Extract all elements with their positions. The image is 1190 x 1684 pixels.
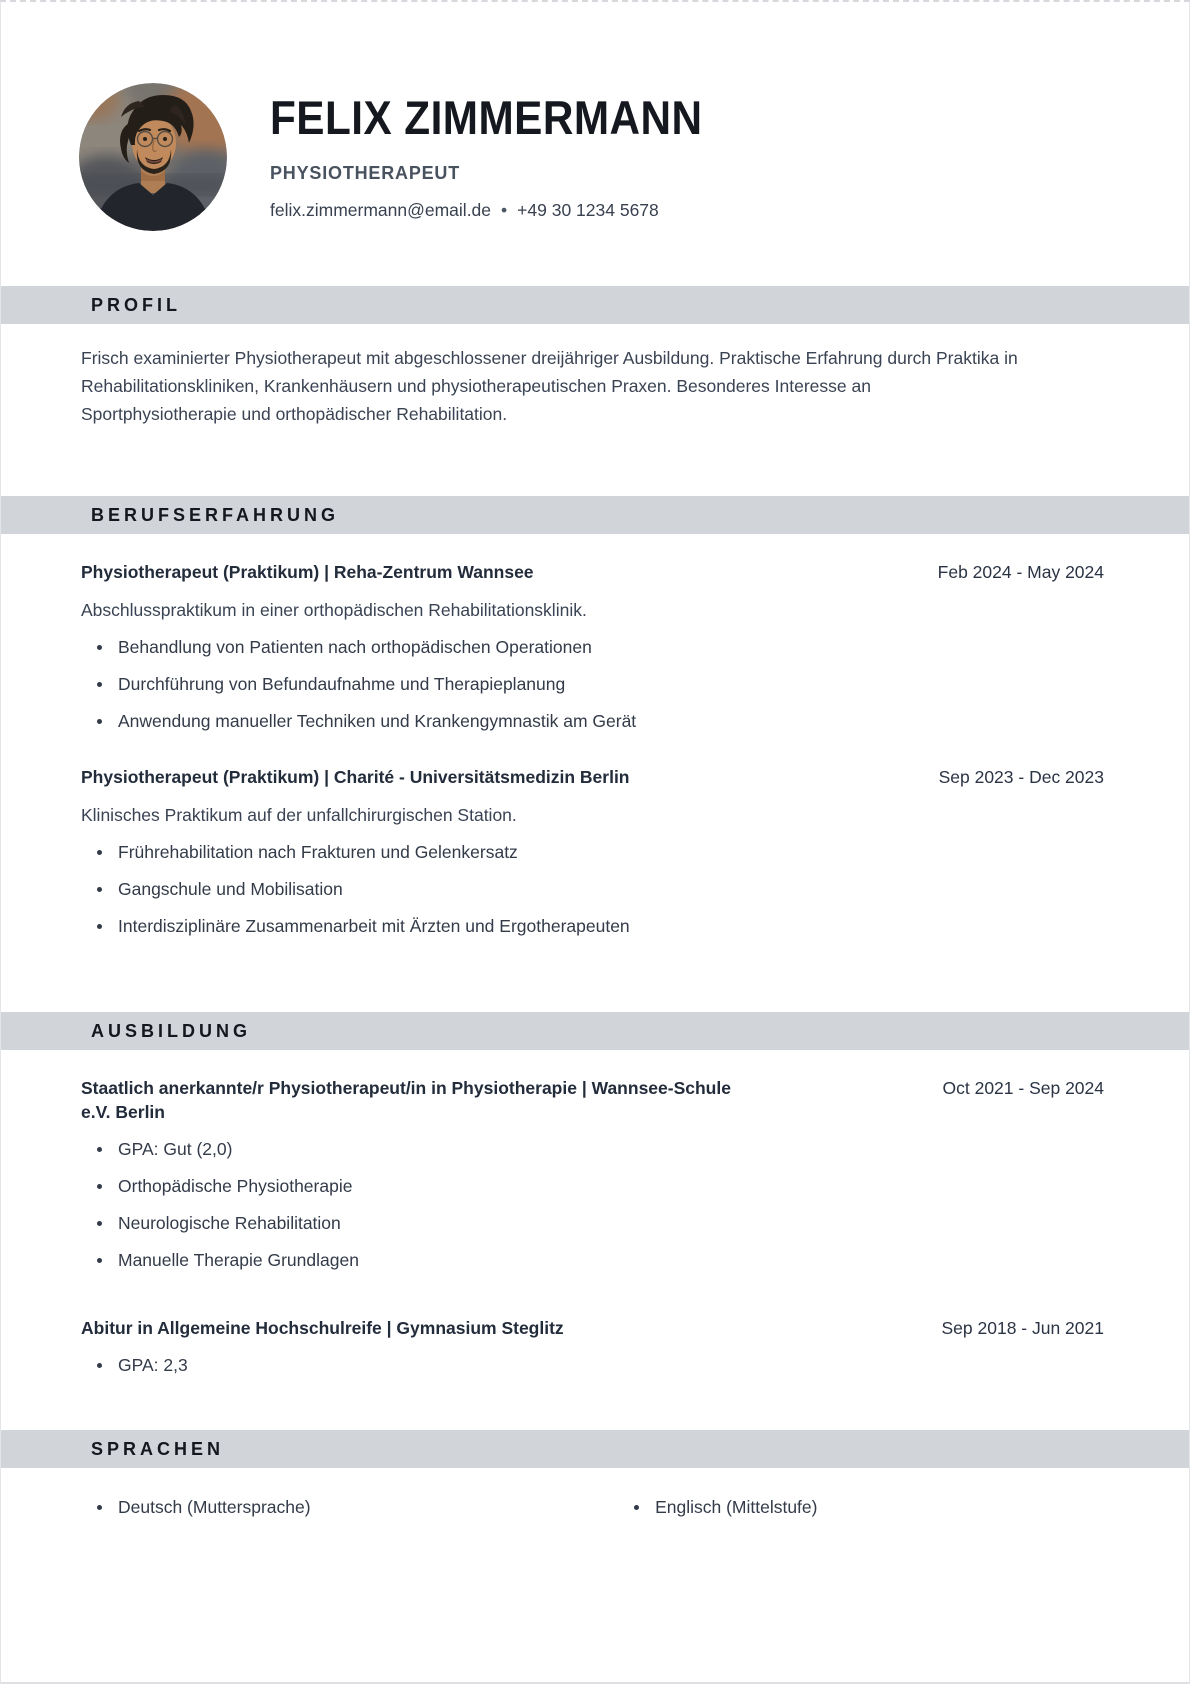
education-title: Abitur in Allgemeine Hochschulreife | Gymnasium Steglitz	[81, 1318, 564, 1338]
job-description: Abschlusspraktikum in einer orthopädischen Rehabilitationsklinik.	[81, 600, 587, 620]
education-entry	[81, 1316, 1104, 1377]
education-bullet-list	[81, 1353, 1104, 1377]
section-heading-sprachen: SPRACHEN	[91, 1438, 225, 1459]
section-sprachen	[1, 1430, 1189, 1519]
language-list	[81, 1495, 1104, 1519]
job-bullet-list	[81, 840, 1104, 938]
section-heading-band-berufserfahrung	[1, 496, 1189, 534]
section-heading-band-sprachen	[1, 1430, 1189, 1468]
language-item: Englisch (Mittelstufe)	[618, 1495, 1104, 1519]
section-heading-profil: PROFIL	[91, 294, 181, 315]
job-date: Feb 2024 - May 2024	[937, 562, 1104, 582]
job-bullet: Gangschule und Mobilisation	[81, 877, 1104, 901]
header-text	[270, 93, 751, 220]
education-bullet: Neurologische Rehabilitation	[81, 1211, 1104, 1235]
contact-email: felix.zimmermann@email.de	[270, 199, 492, 220]
profil-text: Frisch examinierter Physiotherapeut mit abgeschlossener dreijähriger Ausbildung. Praktische Erfahrung durch Praktika in Rehabilitationskliniken, Krankenhäusern und physiotherapeutischen Praxen. Besonderes Interesse an Sportphysiotherapie und orthopädischer Rehabilitation.	[81, 348, 1018, 424]
job-title: Physiotherapeut (Praktikum) | Reha-Zentrum Wannsee	[81, 562, 534, 582]
job-bullet: Anwendung manueller Techniken und Krankengymnastik am Gerät	[81, 709, 1104, 733]
contact-line	[270, 200, 751, 221]
person-name: FELIX ZIMMERMANN	[270, 91, 703, 145]
education-date: Sep 2018 - Jun 2021	[941, 1318, 1104, 1338]
job-title: Physiotherapeut (Praktikum) | Charité - Universitätsmedizin Berlin	[81, 767, 630, 787]
education-bullet: Orthopädische Physiotherapie	[81, 1174, 1104, 1198]
job-entry-header	[81, 560, 1104, 584]
job-bullet: Frührehabilitation nach Frakturen und Gelenkersatz	[81, 840, 1104, 864]
education-entry	[81, 1076, 1104, 1272]
education-date: Oct 2021 - Sep 2024	[942, 1078, 1104, 1098]
section-heading-berufserfahrung: BERUFSERFAHRUNG	[91, 504, 340, 525]
job-date: Sep 2023 - Dec 2023	[938, 767, 1104, 787]
sprachen-body	[1, 1468, 1189, 1519]
section-heading-band-profil	[1, 286, 1189, 324]
education-bullet: GPA: 2,3	[81, 1353, 1104, 1377]
education-bullet: GPA: Gut (2,0)	[81, 1137, 1104, 1161]
berufserfahrung-body	[1, 534, 1189, 1012]
job-bullet: Durchführung von Befundaufnahme und Therapieplanung	[81, 672, 1104, 696]
job-bullet: Behandlung von Patienten nach orthopädischen Operationen	[81, 635, 1104, 659]
section-heading-ausbildung: AUSBILDUNG	[91, 1020, 251, 1041]
language-item: Deutsch (Muttersprache)	[81, 1495, 618, 1519]
job-entry-header	[81, 765, 1104, 789]
contact-phone: +49 30 1234 5678	[517, 199, 659, 220]
profile-photo	[79, 83, 227, 231]
education-entry-header	[81, 1316, 1104, 1340]
education-entry-header	[81, 1076, 1104, 1124]
job-entry	[81, 765, 1104, 938]
section-berufserfahrung	[1, 496, 1189, 1012]
contact-separator-dot: •	[501, 199, 508, 220]
section-profil	[1, 286, 1189, 496]
profile-photo-illustration	[79, 83, 227, 231]
section-heading-band-ausbildung	[1, 1012, 1189, 1050]
education-bullet-list	[81, 1137, 1104, 1272]
job-entry	[81, 560, 1104, 733]
section-ausbildung	[1, 1012, 1189, 1430]
ausbildung-body	[1, 1050, 1189, 1430]
profil-body	[1, 324, 1189, 496]
resume-header	[1, 2, 1189, 231]
job-bullet: Interdisziplinäre Zusammenarbeit mit Ärzten und Ergotherapeuten	[81, 914, 1104, 938]
education-bullet: Manuelle Therapie Grundlagen	[81, 1248, 1104, 1272]
education-title: Staatlich anerkannte/r Physiotherapeut/in in Physiotherapie | Wannsee-Schule e.V. Berlin	[81, 1078, 731, 1122]
job-bullet-list	[81, 635, 1104, 733]
job-description: Klinisches Praktikum auf der unfallchirurgischen Station.	[81, 805, 517, 825]
person-job-title: PHYSIOTHERAPEUT	[270, 162, 461, 183]
